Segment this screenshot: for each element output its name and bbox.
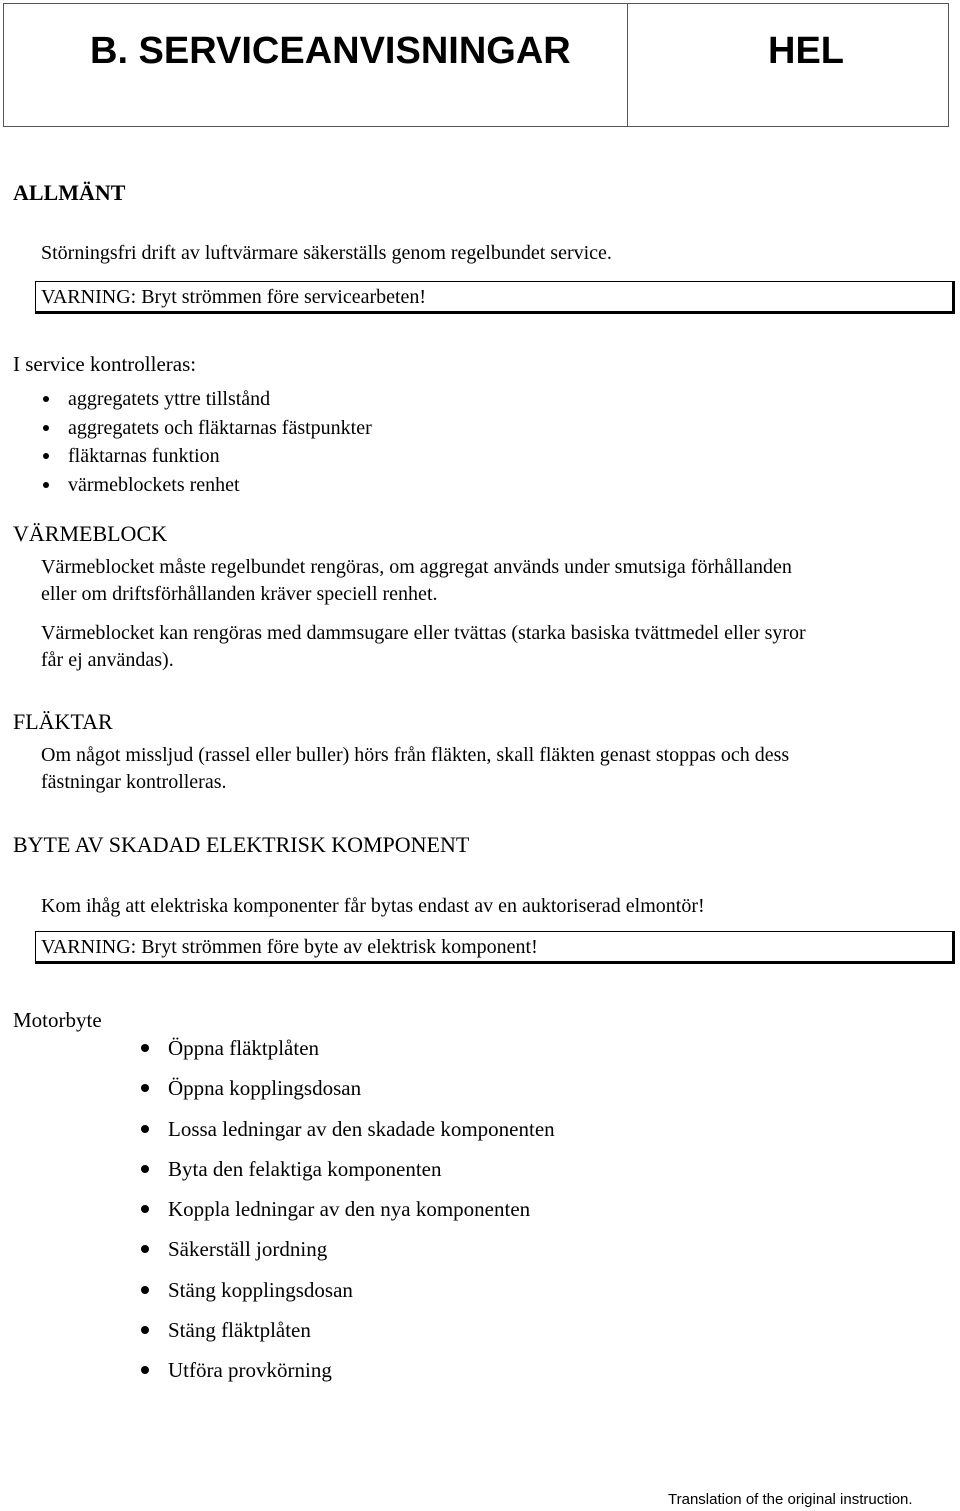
list-item: Säkerställ jordning: [138, 1234, 555, 1274]
list-item: aggregatets yttre tillstånd: [40, 385, 372, 414]
heading-motor: Motorbyte: [13, 1008, 102, 1032]
heat-block-para2-line1: Värmeblocket kan rengöras med dammsugare eller tvättas (starka basiska tvättmedel eller syror: [41, 622, 806, 644]
document-header: [3, 3, 949, 127]
warning-text: Bryt strömmen före byte av elektrisk komponent!: [141, 936, 538, 958]
motor-steps-list: [138, 1033, 555, 1396]
list-item: Stäng kopplingsdosan: [138, 1275, 555, 1315]
warning-label: VARNING:: [41, 936, 137, 958]
inspection-list: [40, 385, 372, 499]
heat-block-para1-line1: Värmeblocket måste regelbundet rengöras, om aggregat används under smutsiga förhållanden: [41, 556, 792, 578]
list-item: Byta den felaktiga komponenten: [138, 1154, 555, 1194]
heat-block-para1-line2: eller om driftsförhållanden kräver speciell renhet.: [41, 583, 438, 605]
list-item: Stäng fläktplåten: [138, 1315, 555, 1355]
general-intro: Störningsfri drift av luftvärmare säkerställs genom regelbundet service.: [41, 242, 612, 264]
heading-replacement: BYTE AV SKADAD ELEKTRISK KOMPONENT: [13, 832, 470, 857]
list-item: Öppna fläktplåten: [138, 1033, 555, 1073]
replacement-note: Kom ihåg att elektriska komponenter får bytas endast av en auktoriserad elmontör!: [41, 895, 705, 917]
list-item: fläktarnas funktion: [40, 442, 372, 471]
list-item: Lossa ledningar av den skadade komponenten: [138, 1114, 555, 1154]
list-item: Koppla ledningar av den nya komponenten: [138, 1194, 555, 1234]
heat-block-para2-line2: får ej användas).: [41, 649, 174, 671]
fans-line1: Om något missljud (rassel eller buller) hörs från fläkten, skall fläkten genast stoppas och dess: [41, 744, 790, 766]
warning-box-service: [35, 281, 955, 314]
list-item: värmeblockets renhet: [40, 471, 372, 500]
heading-heat-block: VÄRMEBLOCK: [13, 521, 168, 546]
warning-text: Bryt strömmen före servicearbeten!: [141, 286, 427, 308]
footer-note: Translation of the original instruction.: [668, 1491, 913, 1508]
list-item: aggregatets och fläktarnas fästpunkter: [40, 414, 372, 443]
document-title: B. SERVICEANVISNINGAR: [4, 4, 628, 126]
warning-label: VARNING:: [41, 286, 137, 308]
fans-line2: fästningar kontrolleras.: [41, 771, 227, 793]
heading-inspection: I service kontrolleras:: [13, 352, 197, 376]
warning-box-component: [35, 931, 955, 964]
list-item: Öppna kopplingsdosan: [138, 1073, 555, 1113]
heading-fans: FLÄKTAR: [13, 709, 113, 734]
document-code: HEL: [768, 30, 844, 72]
heading-general: ALLMÄNT: [13, 180, 126, 205]
list-item: Utföra provkörning: [138, 1355, 555, 1395]
